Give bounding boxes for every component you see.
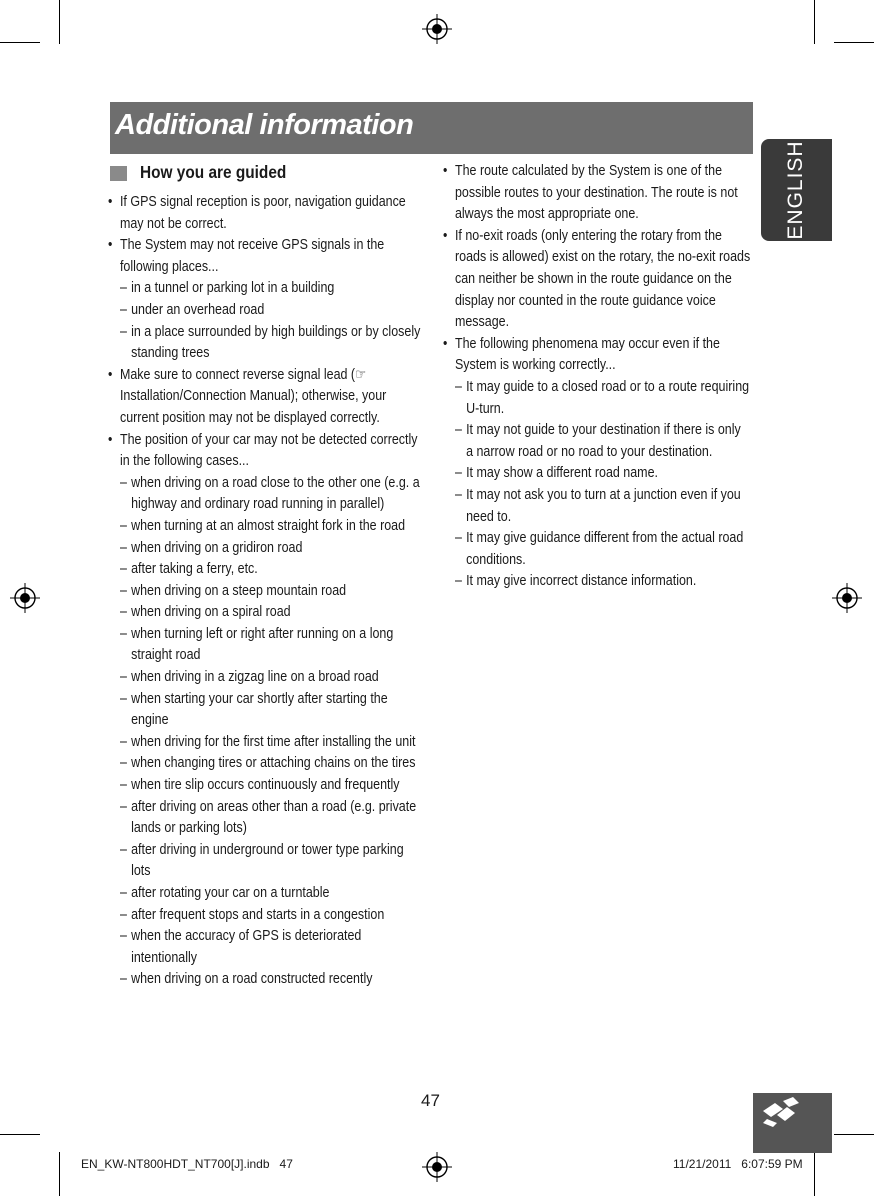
sub-item <box>108 581 426 603</box>
dash-icon: – <box>119 280 127 297</box>
sub-item-text: when changing tires or attaching chains on the tires <box>131 755 416 772</box>
dash-icon: – <box>119 777 127 794</box>
sub-item <box>108 689 426 732</box>
dash-icon: – <box>119 755 127 772</box>
dash-icon: – <box>119 323 127 340</box>
sub-item-text: It may guide to a closed road or to a route requiring U-turn. <box>466 378 750 417</box>
sub-item-text: under an overhead road <box>131 301 265 318</box>
sub-item <box>108 753 426 775</box>
dash-icon: – <box>119 582 127 599</box>
sub-item <box>443 485 751 528</box>
crop-mark <box>59 1152 60 1196</box>
sub-item-text: after frequent stops and starts in a congestion <box>131 906 385 923</box>
page-title: Additional information <box>115 109 414 141</box>
sub-item-text: in a place surrounded by high buildings or by closely standing trees <box>131 323 421 362</box>
sub-item-text: It may show a different road name. <box>466 465 658 482</box>
crop-mark <box>59 0 60 44</box>
dash-icon: – <box>119 841 127 858</box>
left-column <box>108 192 426 991</box>
sub-item-text: when tire slip occurs continuously and frequently <box>131 777 400 794</box>
dash-icon: – <box>454 486 462 503</box>
bullet-text: The route calculated by the System is one of the possible routes to your destination. The route is not always the most appropriate one. <box>454 163 738 223</box>
dash-icon: – <box>119 561 127 578</box>
dash-icon: – <box>119 669 127 686</box>
sub-item <box>443 377 751 420</box>
bullet-text: The following phenomena may occur even if the System is working correctly... <box>454 335 720 374</box>
sub-item <box>108 473 426 516</box>
dash-icon: – <box>119 885 127 901</box>
registration-mark-icon <box>832 583 862 613</box>
dash-icon: – <box>119 928 127 945</box>
page-number: 47 <box>421 1091 440 1110</box>
sub-item-text: in a tunnel or parking lot in a building <box>131 280 335 297</box>
crop-mark <box>834 42 874 43</box>
sub-item-text: It may give incorrect distance information. <box>466 573 697 590</box>
sub-item <box>108 840 426 883</box>
sub-item-text: when driving on a steep mountain road <box>131 582 347 599</box>
sub-item <box>108 559 426 581</box>
bullet-text: If no-exit roads (only entering the rotary from the roads is allowed) exist on the rotary, the no-exit roads can neither be shown in the route guidance on the display nor counted in the route guidance voice message. <box>454 227 751 331</box>
dash-icon: – <box>454 378 462 395</box>
sub-item <box>108 278 426 300</box>
sub-item <box>108 667 426 689</box>
bullet-item <box>443 226 751 334</box>
bullet-item <box>108 430 426 473</box>
sub-item <box>108 883 426 905</box>
dash-icon: – <box>119 625 127 642</box>
crop-mark <box>814 1152 815 1196</box>
bullet-icon: • <box>443 335 448 352</box>
bullet-item <box>108 192 426 235</box>
registration-mark-icon <box>10 583 40 613</box>
sub-item <box>108 602 426 624</box>
crop-mark <box>0 1134 40 1135</box>
bullet-text: The position of your car may not be detected correctly in the following cases... <box>119 431 418 470</box>
right-column <box>443 161 751 593</box>
sub-item-text: when starting your car shortly after starting the engine <box>131 690 388 729</box>
sub-item <box>443 571 751 593</box>
bullet-text: If GPS signal reception is poor, navigation guidance may not be correct. <box>119 194 406 232</box>
map-logo-icon <box>753 1093 832 1153</box>
sub-item <box>443 463 751 485</box>
bullet-item <box>443 334 751 377</box>
sub-item <box>108 516 426 538</box>
sub-item <box>443 528 751 571</box>
language-tab <box>761 139 832 241</box>
sub-item-text: after driving on areas other than a road (e.g. private lands or parking lots) <box>131 798 417 837</box>
dash-icon: – <box>454 573 462 590</box>
bullet-item <box>108 235 426 278</box>
bullet-text: The System may not receive GPS signals in the following places... <box>119 237 385 275</box>
dash-icon: – <box>119 690 127 707</box>
dash-icon: – <box>119 798 127 815</box>
sub-item <box>108 624 426 667</box>
bullet-icon: • <box>108 194 113 210</box>
dash-icon: – <box>119 971 127 988</box>
sub-item-text: It may not guide to your destination if there is only a narrow road or no road to your destination. <box>466 422 741 460</box>
sub-item-text: when driving on a gridiron road <box>131 539 303 556</box>
bullet-item <box>108 365 426 430</box>
section-title: How you are guided <box>140 162 287 182</box>
bullet-icon: • <box>443 163 448 179</box>
sub-item <box>443 420 751 463</box>
dash-icon: – <box>119 906 127 923</box>
registration-mark-icon <box>422 14 452 44</box>
sub-item <box>108 300 426 322</box>
sub-item-text: after rotating your car on a turntable <box>131 885 330 901</box>
bullet-icon: • <box>108 366 113 383</box>
bullet-item <box>443 161 751 226</box>
dash-icon: – <box>119 604 127 621</box>
sub-item-text: when driving on a spiral road <box>131 604 291 621</box>
sub-item-text: It may give guidance different from the actual road conditions. <box>466 530 744 568</box>
registration-mark-icon <box>422 1152 452 1182</box>
sub-item-text: It may not ask you to turn at a junction even if you need to. <box>466 486 741 525</box>
sub-item <box>108 926 426 969</box>
corner-tab <box>753 1093 832 1153</box>
sub-item <box>108 905 426 927</box>
sub-item-text: after driving in underground or tower type parking lots <box>131 841 404 880</box>
crop-mark <box>814 0 815 44</box>
sub-item-text: when driving in a zigzag line on a broad road <box>131 669 379 686</box>
footer-file-info: EN_KW-NT800HDT_NT700[J].indb 47 <box>81 1157 293 1171</box>
sub-item-text: when driving on a road close to the other one (e.g. a highway and ordinary road running in parallel) <box>131 474 420 513</box>
sub-item <box>108 732 426 754</box>
sub-item <box>108 775 426 797</box>
sub-item-text: when driving for the first time after installing the unit <box>131 733 416 750</box>
sub-item <box>108 538 426 560</box>
dash-icon: – <box>119 539 127 556</box>
dash-icon: – <box>119 517 127 534</box>
section-marker-icon <box>110 166 127 181</box>
sub-item <box>108 969 426 991</box>
sub-item <box>108 322 426 365</box>
crop-mark <box>834 1134 874 1135</box>
sub-item-text: when driving on a road constructed recently <box>131 971 373 988</box>
footer-timestamp: 11/21/2011 6:07:59 PM <box>673 1157 803 1171</box>
bullet-icon: • <box>108 431 113 448</box>
header-bar <box>110 102 753 154</box>
dash-icon: – <box>119 301 127 318</box>
crop-mark <box>0 42 40 43</box>
dash-icon: – <box>454 530 462 547</box>
sub-item-text: after taking a ferry, etc. <box>131 561 258 578</box>
sub-item-text: when turning at an almost straight fork in the road <box>131 517 406 534</box>
bullet-icon: • <box>443 227 448 244</box>
sub-item-text: when the accuracy of GPS is deteriorated intentionally <box>131 928 362 966</box>
dash-icon: – <box>119 733 127 750</box>
dash-icon: – <box>454 422 462 439</box>
bullet-icon: • <box>108 237 113 254</box>
bullet-text: Make sure to connect reverse signal lead (☞ Installation/Connection Manual); otherwise, your current position may not be displayed correctly. <box>119 366 387 426</box>
language-label: ENGLISH <box>784 140 807 240</box>
sub-item <box>108 797 426 840</box>
sub-item-text: when turning left or right after running on a long straight road <box>131 625 394 664</box>
dash-icon: – <box>119 474 127 491</box>
dash-icon: – <box>454 465 462 482</box>
